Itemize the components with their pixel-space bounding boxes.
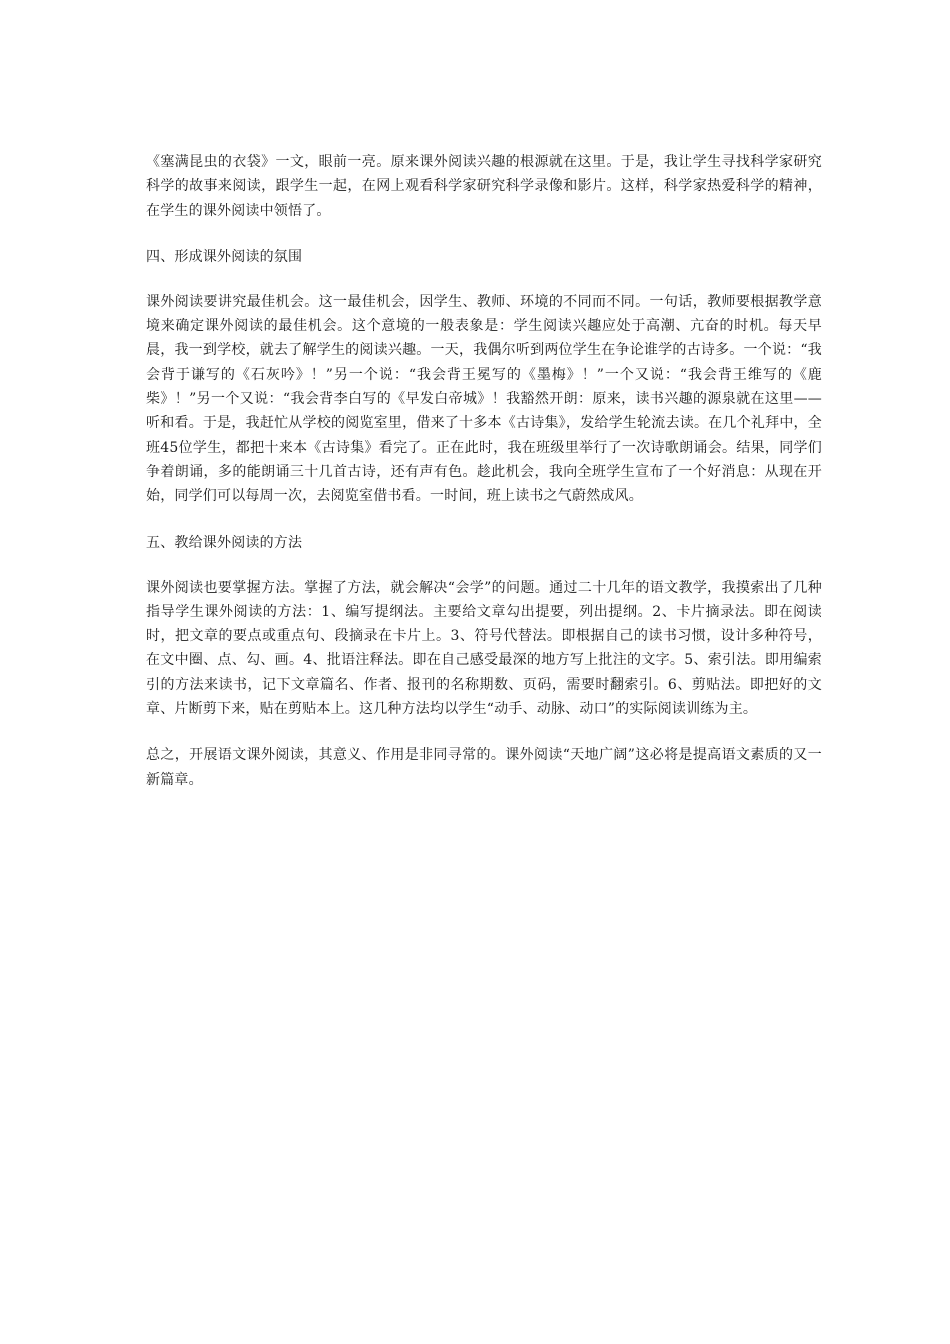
paragraph-atmosphere: 课外阅读要讲究最佳机会。这一最佳机会，因学生、教师、环境的不同而不同。一句话，教师要根据教学意境来确定课外阅读的最佳机会。这个意境的一般表象是：学生阅读兴趣应处于高潮、亢奋的时机。每天早晨，我一到学校，就去了解学生的阅读兴趣。一天，我偶尔听到两位学生在争论谁学的古诗多。一个说：“我会背于谦写的《石灰吟》！”另一个说：“我会背王冕写的《墨梅》！”一个又说：“我会背王维写的《鹿柴》！”另一个又说：“我会背李白写的《早发白帝城》！我豁然开朗：原来，读书兴趣的源泉就在这里——听和看。于是，我赶忙从学校的阅览室里，借来了十多本《古诗集》，发给学生轮流去读。在几个礼拜中，全班45位学生，都把十来本《古诗集》看完了。正在此时，我在班级里举行了一次诗歌朗诵会。结果，同学们争着朗诵，多的能朗诵三十几首古诗，还有声有色。趁此机会，我向全班学生宣布了一个好消息：从现在开始，同学们可以每周一次，去阅览室借书看。一时间，班上读书之气蔚然成风。 bbox=[146, 293, 822, 505]
section-heading-methods: 五、教给课外阅读的方法 bbox=[146, 534, 303, 551]
paragraph-methods: 课外阅读也要掌握方法。掌握了方法，就会解决“会学”的问题。通过二十几年的语文教学，我摸索出了几种指导学生课外阅读的方法：1、编写提纲法。主要给文章勾出提要，列出提纲。2、卡片摘录法。即在阅读时，把文章的要点或重点句、段摘录在卡片上。3、符号代替法。即根据自己的读书习惯，设计多种符号，在文中圈、点、勾、画。4、批语注释法。即在自己感受最深的地方写上批注的文字。5、索引法。即用编索引的方法来读书，记下文章篇名、作者、报刊的名称期数、页码，需要时翻索引。6、剪贴法。即把好的文章、片断剪下来，贴在剪贴本上。这几种方法均以学生“动手、动脉、动口”的实际阅读训练为主。 bbox=[146, 579, 822, 718]
document-body bbox=[146, 150, 822, 792]
paragraph-conclusion: 总之，开展语文课外阅读，其意义、作用是非同寻常的。课外阅读“天地广阔”这必将是提高语文素质的又一新篇章。 bbox=[146, 747, 822, 788]
paragraph-intro: 《塞满昆虫的衣袋》一文，眼前一亮。原来课外阅读兴趣的根源就在这里。于是，我让学生寻找科学家研究科学的故事来阅读，跟学生一起，在网上观看科学家研究科学录像和影片。这样，科学家热爱科学的精神，在学生的课外阅读中领悟了。 bbox=[146, 154, 822, 219]
section-heading-atmosphere: 四、形成课外阅读的氛围 bbox=[146, 248, 303, 265]
